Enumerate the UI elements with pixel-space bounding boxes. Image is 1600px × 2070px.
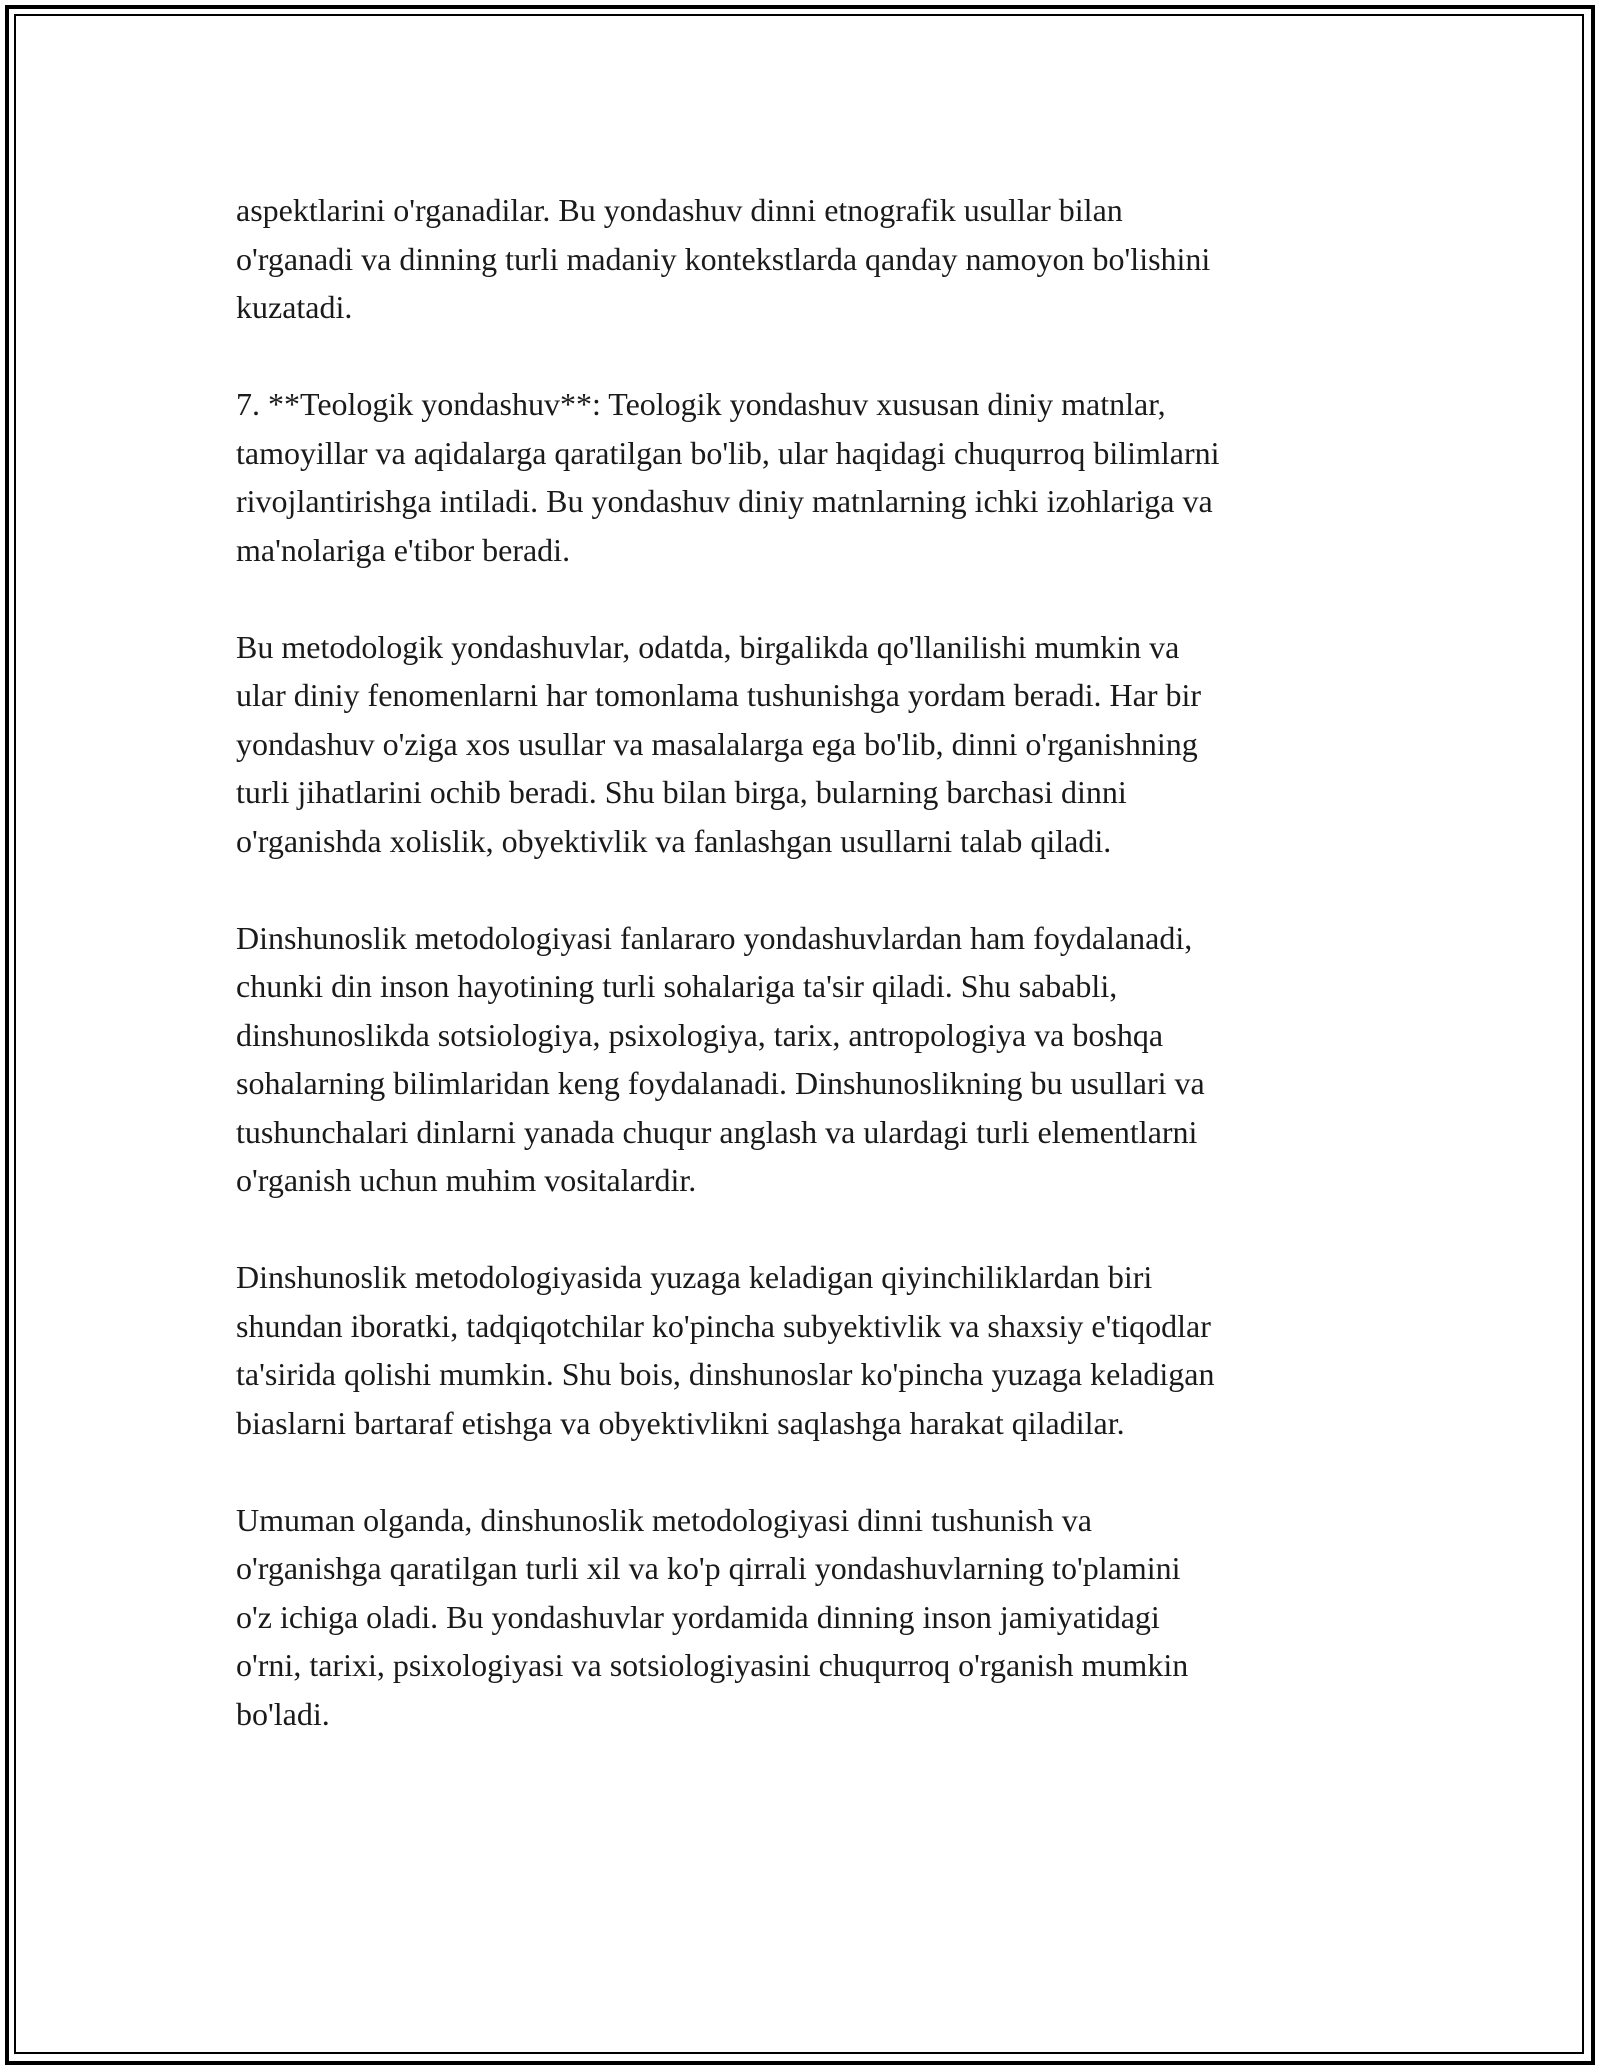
- document-body: [236, 186, 1376, 1787]
- paragraph-interdisciplinary: Dinshunoslik metodologiyasi fanlararo yondashuvlardan ham foydalanadi, chunki din inson hayotining turli sohalariga ta'sir qiladi. Shu sababli, dinshunoslikda sotsiologiya, psixologiya, tarix, antropologiya va boshqa sohalarning bilimlaridan keng foydalanadi. Dinshunoslikning bu usullari va tushunchalari dinlarni yanada chuqur anglash va ulardagi turli elementlarni o'rganish uchun muhim vositalardir.: [236, 919, 1205, 1198]
- paragraph-combined-approaches: Bu metodologik yondashuvlar, odatda, birgalikda qo'llanilishi mumkin va ular diniy fenomenlarni har tomonlama tushunishga yordam beradi. Har bir yondashuv o'ziga xos usullar va masalalarga ega bo'lib, dinni o'rganishning turli jihatlarini ochib beradi. Shu bilan birga, bularning barchasi dinni o'rganishda xolislik, obyektivlik va fanlashgan usullarni talab qiladi.: [236, 628, 1202, 859]
- paragraph-challenges: Dinshunoslik metodologiyasida yuzaga keladigan qiyinchiliklardan biri shundan iboratki, tadqiqotchilar ko'pincha subyektivlik va shaxsiy e'tiqodlar ta'sirida qolishi mumkin. Shu bois, dinshunoslar ko'pincha yuzaga keladigan biaslarni bartaraf etishga va obyektivlikni saqlashga harakat qiladilar.: [236, 1259, 1215, 1441]
- paragraph-conclusion: Umuman olganda, dinshunoslik metodologiyasi dinni tushunish va o'rganishga qaratilgan turli xil va ko'p qirrali yondashuvlarning to'plamini o'z ichiga oladi. Bu yondashuvlar yordamida dinning inson jamiyatidagi o'rni, tarixi, psixologiyasi va sotsiologiyasini chuqurroq o'rganish mumkin bo'ladi.: [236, 1501, 1189, 1732]
- paragraph-ethnographic-continuation: aspektlarini o'rganadilar. Bu yondashuv dinni etnografik usullar bilan o'rganadi va dinning turli madaniy kontekstlarda qanday namoyon bo'lishini kuzatadi.: [236, 192, 1211, 325]
- paragraph-theological-approach: 7. **Teologik yondashuv**: Teologik yondashuv xususan diniy matnlar, tamoyillar va aqidalarga qaratilgan bo'lib, ular haqidagi chuqurroq bilimlarni rivojlantirishga intiladi. Bu yondashuv diniy matnlarning ichki izohlariga va ma'nolariga e'tibor beradi.: [236, 386, 1220, 568]
